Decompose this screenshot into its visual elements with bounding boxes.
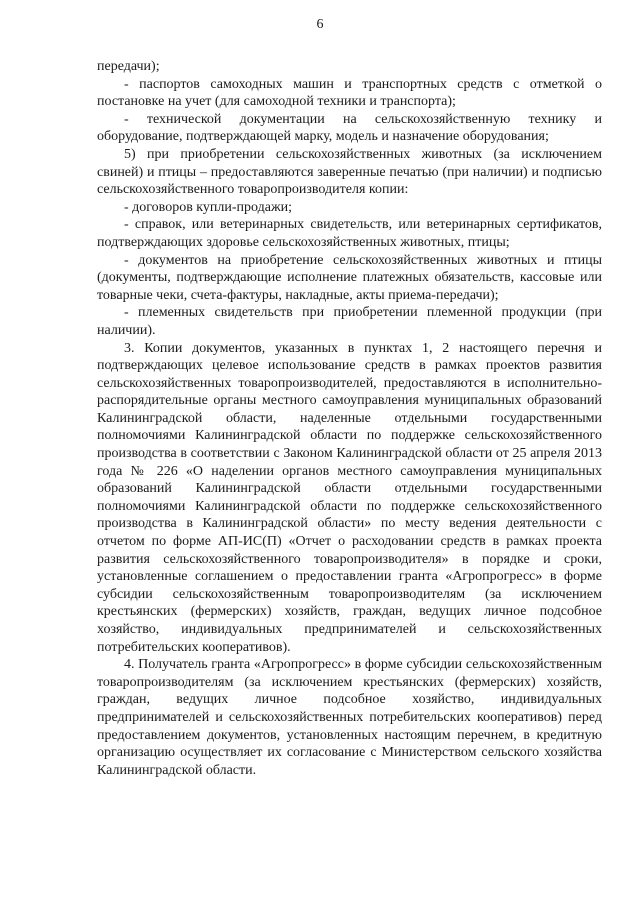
paragraph: - справок, или ветеринарных свидетельств, или ветеринарных сертификатов, подтверждающих здоровье сельскохозяйственных животных, птицы; [97, 217, 602, 250]
paragraph: - документов на приобретение сельскохозяйственных животных и птицы (документы, подтверждающие исполнение платежных обязательств, кассовые или товарные чеки, счета-фактуры, накладные, акты приема-передачи); [97, 252, 602, 303]
paragraph: - договоров купли-продажи; [124, 199, 293, 215]
document-body [97, 58, 602, 779]
paragraph: - племенных свидетельств при приобретении племенной продукции (при наличии). [97, 305, 602, 338]
paragraph: 5) при приобретении сельскохозяйственных животных (за исключением свиней) и птицы – предоставляются заверенные печатью (при наличии) и подписью сельскохозяйственного товаропроизводителя копии: [97, 146, 602, 198]
paragraph: 3. Копии документов, указанных в пунктах 1, 2 настоящего перечня и подтверждающих целевое использование средств в рамках проектов развития сельскохозяйственных товаропроизводителей, предоставляются в исполнительно-распорядительные органы местного самоуправления муниципальных образований Калининградской области, наделенные отдельными государственными полномочиями Калининградской области по поддержке сельскохозяйственного производства в соответствии с Законом Калининградской области от 25 апреля 2013 года № 226 «О наделении органов местного самоуправления муниципальных образований Калининградской области отдельными государственными полномочиями Калининградской области по поддержке сельскохозяйственного производства в Калининградской области» по месту ведения деятельности с отчетом по форме АП-ИС(П) «Отчет о расходовании средств в рамках проекта развития сельскохозяйственного товаропроизводителя» в порядке и сроки, установленные соглашением о предоставлении гранта «Агропрогресс» в форме субсидии сельскохозяйственным товаропроизводителям (за исключением крестьянских (фермерских) хозяйств, граждан, ведущих личное подсобное хозяйство, индивидуальных предпринимателей и сельскохозяйственных потребительских кооперативов). [97, 340, 602, 655]
paragraph: - паспортов самоходных машин и транспортных средств с отметкой о постановке на учет (для самоходной техники и транспорта); [97, 76, 602, 110]
paragraph: передачи); [97, 59, 160, 74]
paragraph: - технической документации на сельскохозяйственную технику и оборудование, подтверждающей марку, модель и назначение оборудования; [97, 111, 602, 145]
paragraph: 4. Получатель гранта «Агропрогресс» в форме субсидии сельскохозяйственным товаропроизводителям (за исключением крестьянских (фермерских) хозяйств, граждан, ведущих личное подсобное хозяйство, индивидуальных предпринимателей и сельскохозяйственных потребительских кооперативов) перед предоставлением документов, установленных настоящим перечнем, в кредитную организацию осуществляет их согласование с Министерством сельского хозяйства Калининградской области. [97, 657, 602, 778]
page-number: 6 [316, 17, 324, 32]
